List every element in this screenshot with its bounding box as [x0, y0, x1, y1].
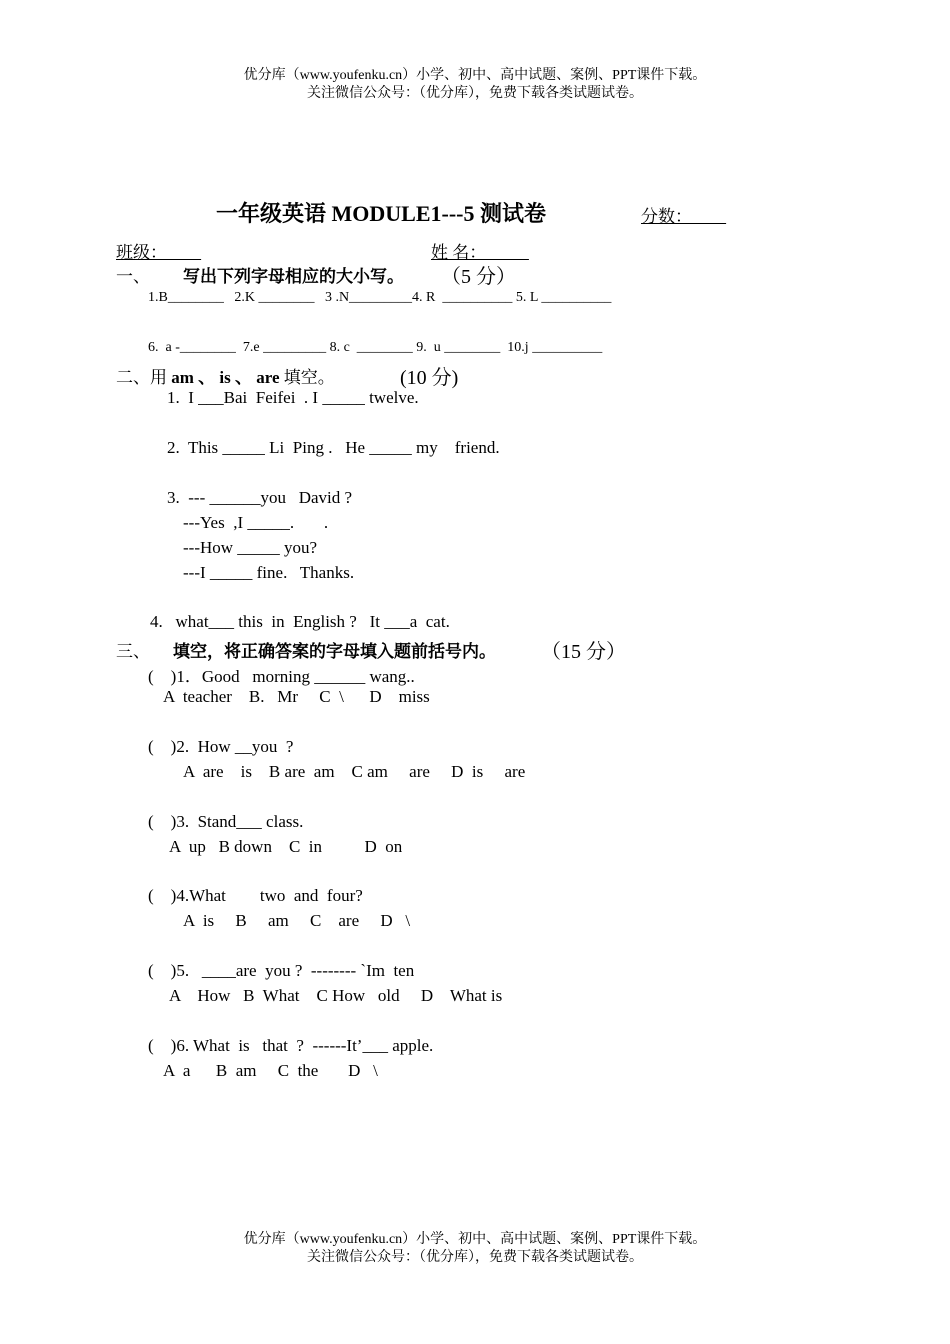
header-line-2: 关注微信公众号：（优分库），免费下载各类试题试卷。: [307, 86, 643, 101]
section2-q3b: ---Yes ,I _____. .: [183, 513, 329, 532]
section3-q1-options: A teacher B. Mr C \ D miss: [163, 687, 430, 706]
section3-score: （15 分）: [541, 641, 626, 663]
section3-heading: 填空，将正确答案的字母填入题前括号内。: [173, 642, 496, 661]
section3-q2: ( )2. How __you ?: [148, 737, 294, 756]
section3-q5: ( )5. ____are you ? -------- `Im ten: [148, 961, 415, 980]
section1-heading: 写出下列字母相应的大小写。: [183, 267, 404, 286]
section3-q2-options: A are is B are am C am are D is are: [183, 762, 526, 781]
section1-row1: 1.B________ 2.K ________ 3 .N_________4. R __________ 5. L __________: [148, 290, 612, 305]
section1-row2: 6. a -________ 7.e _________ 8. c ________ 9. u ________ 10.j __________: [148, 340, 603, 355]
section2-heading: [116, 363, 335, 388]
section2-prefix: 二、用: [116, 368, 172, 387]
section2-q1: 1. I ___Bai Feifei . I _____ twelve.: [167, 388, 419, 407]
name-label: 姓 名：_____: [431, 243, 529, 262]
section3-q6-options: A a B am C the D \: [163, 1061, 378, 1080]
section3-q1: ( )1．Good morning ______ wang..: [148, 667, 415, 686]
section3-q6: ( )6. What is that ? ------It’___ apple.: [148, 1036, 434, 1055]
page-title: 一年级英语 MODULE1---5 测试卷: [216, 201, 546, 226]
header-line-1: 优分库（www.youfenku.cn）小学、初中、高中试题、案例、PPT课件下载。: [243, 68, 707, 83]
class-label: 班级：____: [116, 243, 201, 262]
footer-line-1: 优分库（www.youfenku.cn）小学、初中、高中试题、案例、PPT课件下载。: [243, 1232, 707, 1247]
section2-suffix: 填空。: [279, 368, 335, 387]
section3-number: 三、: [116, 642, 150, 661]
section2-q3a: 3. --- ______you David ?: [167, 488, 353, 507]
section3-q3-options: A up B down C in D on: [169, 837, 403, 856]
section2-q3d: ---I _____ fine. Thanks.: [183, 563, 355, 582]
section2-words: am 、 is 、 are: [171, 368, 280, 387]
section1-score: （5 分）: [441, 266, 516, 288]
footer-line-2: 关注微信公众号：（优分库），免费下载各类试题试卷。: [307, 1250, 643, 1265]
section3-q4: ( )4.What two and four?: [148, 886, 363, 905]
section1-number: 一、: [116, 267, 150, 286]
section2-score: (10 分): [400, 367, 459, 389]
section2-q2: 2. This _____ Li Ping . He _____ my friend.: [167, 438, 500, 457]
score-label: 分数：____: [641, 207, 726, 226]
section2-q4: 4. what___ this in English ? It ___a cat.: [150, 612, 450, 631]
section3-q5-options: A How B What C How old D What is: [169, 986, 503, 1005]
section3-q3: ( )3. Stand___ class.: [148, 812, 304, 831]
section3-q4-options: A is B am C are D \: [183, 911, 411, 930]
section2-q3c: ---How _____ you?: [183, 538, 318, 557]
